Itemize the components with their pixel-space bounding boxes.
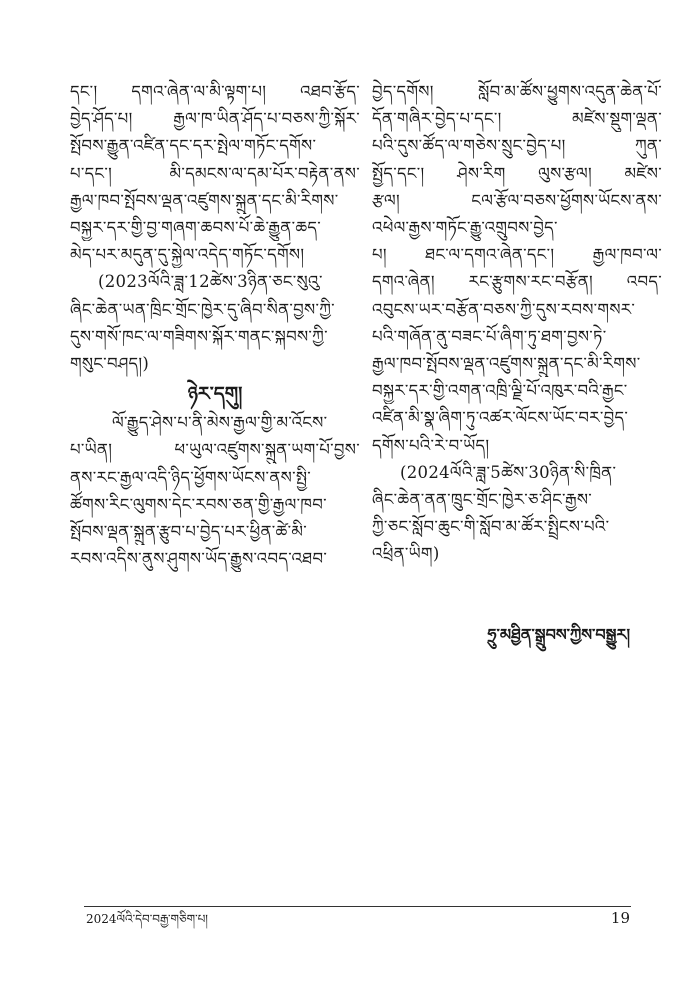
text-line: པ། ཐང་ལ་དགའ་ཞེན་དང་། རྒྱལ་ཁབ་ལ་ xyxy=(372,245,662,265)
text-line: བྱེད་དགོས། སློབ་མ་ཚོས་ཕྱུགས་འདུན་ཆེན་པོ་ xyxy=(372,82,662,101)
text-line: པའི་གཞོན་ནུ་བཟང་པོ་ཞིག་ཏུ་ཐག་བྱས་ཏེ་ xyxy=(372,326,607,346)
note-line: ཞིང་ཆེན་ཡན་ཁྲིང་གྲོང་ཁྱེར་དུ་ཞིབ་སིན་བྱས་ཀྱི་ xyxy=(70,299,335,319)
text-line: ཚོགས་རིང་ལུགས་དེང་རབས་ཅན་གྱི་རྒྱལ་ཁབ་ xyxy=(70,494,327,514)
text-line: ནས་རང་རྒྱལ་འདི་ཉིད་ཕྱོགས་ཡོངས་ནས་སྤྱི་ xyxy=(70,467,312,487)
note-line: འཕྲིན་ཡིག) xyxy=(372,544,440,564)
note-line: (2023ལོའི་ཟླ་12ཚེས་3ཉིན་ཅང་སུའུ་ xyxy=(98,272,323,292)
text-line: སྤྱོད་དང་། ཤེས་རིག ལུས་རྩལ། མཛེས་ xyxy=(372,163,662,183)
text-line: པ་ཡིན། ཕ་ཡུལ་འཛུགས་སྐྲུན་ཡག་པོ་བྱས་ xyxy=(70,440,360,460)
footer-divider xyxy=(84,906,631,907)
text-line: རྩལ། ངལ་རྩོལ་བཅས་ཕྱོགས་ཡོངས་ནས་ xyxy=(372,190,662,210)
text-line: པ་དང་། མི་དམངས་ལ་དམ་པོར་བརྟེན་ནས་ xyxy=(70,163,360,183)
text-line: ལོ་རྒྱུད་ཤེས་པ་ནི་མེས་རྒྱལ་གྱི་མ་འོངས་ xyxy=(112,413,328,433)
footer-issue-label: 2024ལོའི་དེབ་བརྒྱ་གཅིག་པ། xyxy=(86,912,208,926)
text-line: པའི་དུས་ཚོད་ལ་གཅེས་སྲུང་བྱེད་པ། ཀུན་ xyxy=(372,136,662,156)
left-paragraph-2 xyxy=(70,409,360,572)
text-line: རྒྱལ་ཁབ་སྤོབས་ལྡན་འཛུགས་སྐྲུན་དང་མི་རིགས་ xyxy=(70,190,339,210)
right-source-note xyxy=(372,459,662,568)
right-column xyxy=(372,78,662,568)
text-line: འབུངས་ཡར་བརྩོན་བཅས་ཀྱི་དུས་རབས་གསར་ xyxy=(372,299,636,319)
text-line: དང་། དགའ་ཞེན་ལ་མི་ལྟག་པ། འཐབ་རྩོད་ xyxy=(70,82,360,101)
note-line: ཀྱི་ཅང་སློབ་ཆུང་གི་སློབ་མ་ཚོར་སྤྲིངས་པའི་ xyxy=(372,517,610,537)
note-line: དུས་གསོ་ཁང་ལ་གཟིགས་སྐོར་གནང་སྐབས་ཀྱི་ xyxy=(70,326,328,346)
note-line: ཞིང་ཆེན་ནན་ཁྲུང་གྲོང་ཁྱེར་ཅ་ཤིང་རྒྱས་ xyxy=(372,490,593,510)
text-line: དགའ་ཞེན། རང་རྩུགས་རང་བརྩོན། འབད་ xyxy=(372,272,662,292)
translator-byline: ཧྲུ་མཐྱིན་སྒྲུབས་ཀྱིས་བསྒྱུར། xyxy=(487,625,630,644)
text-line: སྤོབས་ལྡན་སྐྲུན་རྩུབ་པ་བྱེད་པར་ཕྱིན་ཚེ་མི་ xyxy=(70,522,307,542)
text-line: དོན་གཞིར་བྱེད་པ་དང་། མཛེས་སྡུག་ལྡན་ xyxy=(372,109,662,129)
text-line: རབས་འདིས་ནུས་ཤུགས་ཡོད་རྒྱུས་འབད་འཐབ་ xyxy=(70,549,328,569)
left-source-note xyxy=(70,268,360,377)
section-heading: ཉེར་དགུ། xyxy=(187,383,243,406)
text-line: བསྐྱར་དར་གྱི་འགན་འཁྲི་ལྗི་པོ་འཁུར་བའི་རྒྱང་ xyxy=(372,381,628,401)
note-line: གསུང་བཤད།) xyxy=(70,354,150,374)
text-line: རྒྱལ་ཁབ་སྤོབས་ལྡན་འཛུགས་སྐྲུན་དང་མི་རིགས་ xyxy=(372,354,641,374)
note-line: (2024ལོའི་ཟླ་5ཚེས་30ཉིན་སི་ཁྲིན་ xyxy=(400,462,617,482)
text-line: མེད་པར་མདུན་དུ་སྐྱེལ་འདེད་གཏོང་དགོས། xyxy=(70,245,305,265)
text-line: འཛིན་མི་སྣ་ཞིག་ཏུ་འཚར་ལོངས་ཡོང་བར་བྱེད་ xyxy=(372,408,629,428)
text-line: དགོས་པའི་རེ་བ་ཡོད། xyxy=(372,435,490,455)
page-number: 19 xyxy=(610,909,630,927)
text-line: སྤོབས་རྒྱུན་འཛིན་དང་དར་སྤེལ་གཏོང་དགོས་ xyxy=(70,136,317,156)
left-paragraph-1 xyxy=(70,78,360,268)
right-paragraph-1 xyxy=(372,78,662,459)
text-line: བྱེད་ཤོད་པ། རྒྱལ་ཁ་ཡིན་ཤོད་པ་བཅས་ཀྱི་སྐོར་ xyxy=(70,109,360,129)
left-column xyxy=(70,78,360,572)
text-line: བསྐྱར་དར་གྱི་བྱ་གཞག་ཆབས་པོ་ཆེ་རྒྱུན་ཆད་ xyxy=(70,218,322,238)
text-line: འཕེལ་རྒྱས་གཏོང་རྒྱུ་འགྲུབས་བྱེད་ xyxy=(372,218,558,238)
